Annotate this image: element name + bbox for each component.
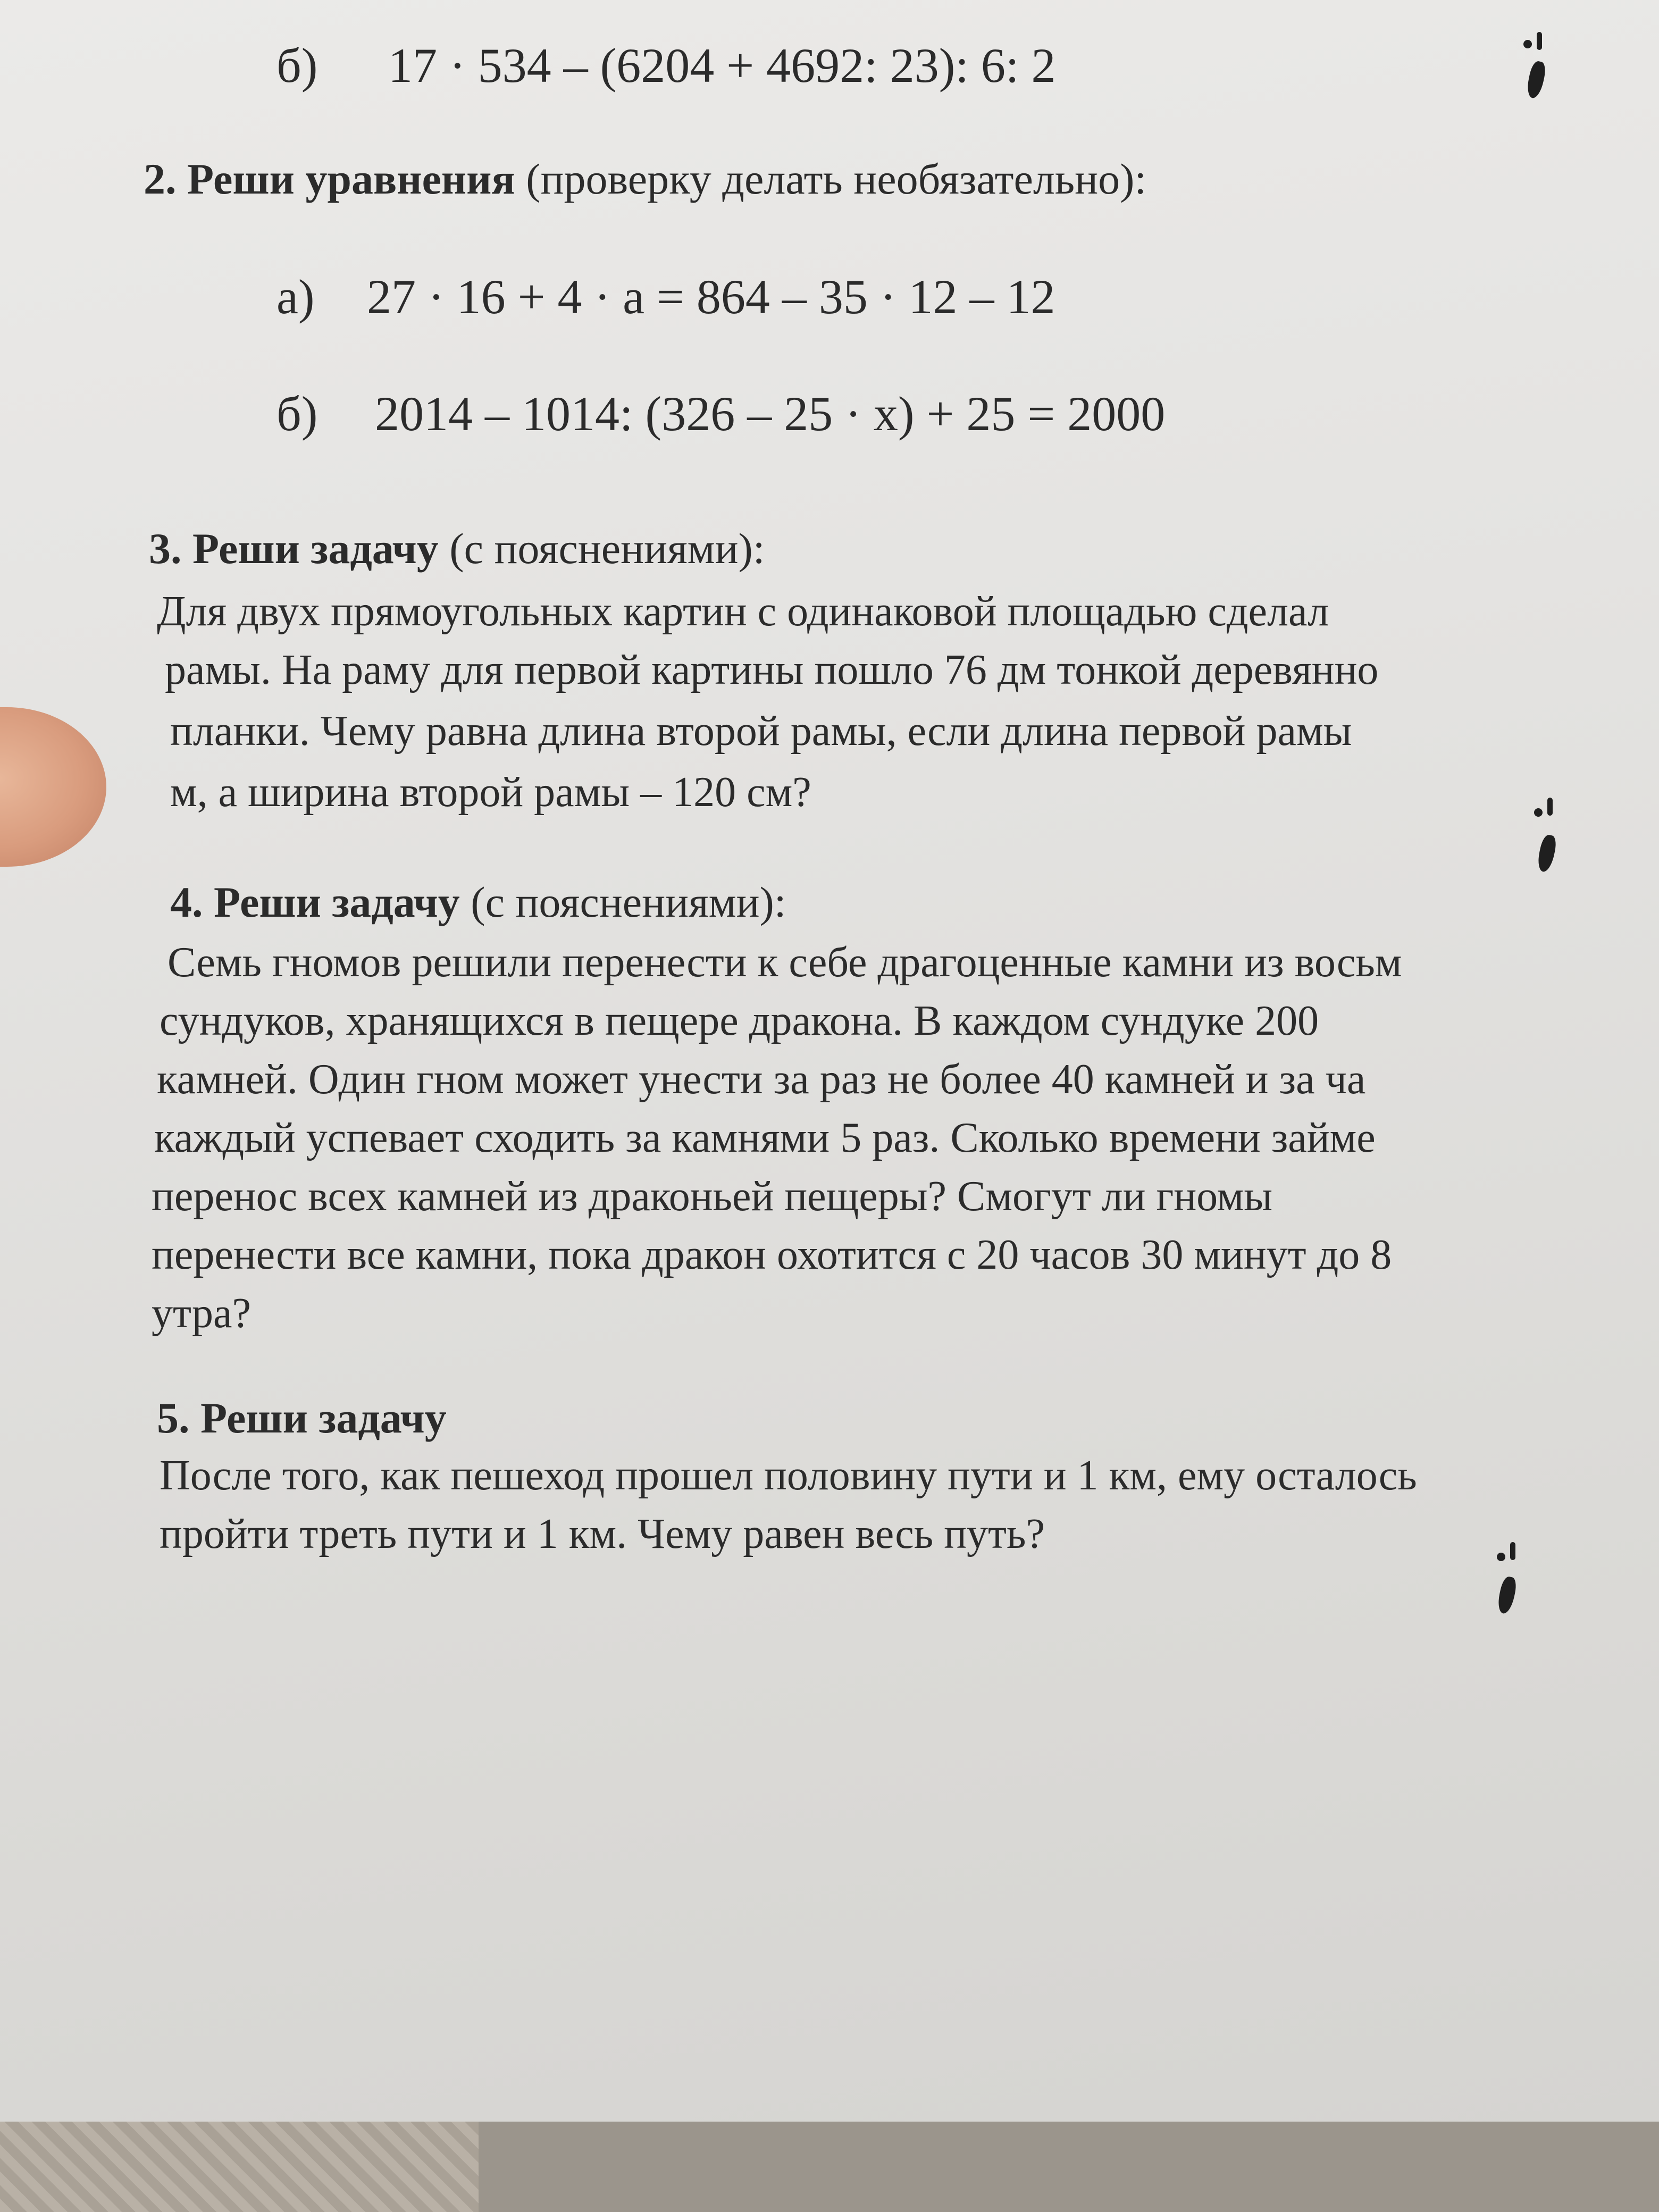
task2-title: Реши уравнения [187, 155, 515, 203]
task3-line: планки. Чему равна длина второй рамы, если длина первой рамы [170, 708, 1352, 755]
task3-line: м, а ширина второй рамы – 120 см? [170, 769, 811, 816]
task4-line: камней. Один гном может унести за раз не более 40 камней и за ча [157, 1056, 1366, 1103]
task3-line: Для двух прямоугольных картин с одинаковой площадью сделал [157, 588, 1329, 635]
task1-b-label: б) [276, 38, 318, 93]
task3-heading [149, 524, 765, 574]
task3-title: Реши задачу [192, 524, 439, 573]
task1-b-expression: 17 · 534 – (6204 + 4692: 23): 6: 2 [388, 38, 1056, 93]
task2-note: (проверку делать необязательно): [526, 155, 1147, 203]
task5-number: 5. [157, 1394, 190, 1442]
task2-heading [144, 154, 1146, 204]
task4-line: перенести все камни, пока дракон охотится с 20 часов 30 минут до 8 [152, 1231, 1392, 1278]
task2-b-label: б) [276, 387, 318, 441]
task4-number: 4. [170, 878, 203, 926]
task2-a-expression: 27 · 16 + 4 · a = 864 – 35 · 12 – 12 [367, 270, 1055, 324]
floor-background [479, 2122, 1659, 2212]
task5-heading [157, 1393, 447, 1443]
task4-heading [170, 877, 786, 927]
task3-number: 3. [149, 524, 182, 573]
task2-b-expression: 2014 – 1014: (326 – 25 · x) + 25 = 2000 [375, 387, 1166, 441]
task3-note: (с пояснениями): [449, 524, 765, 573]
task2-a-label: а) [276, 270, 315, 324]
task4-line: утра? [152, 1290, 251, 1337]
task5-line: После того, как пешеход прошел половину пути и 1 км, ему осталось [160, 1452, 1417, 1499]
task4-title: Реши задачу [214, 878, 460, 926]
task2-number: 2. [144, 155, 177, 203]
task4-line: Семь гномов решили перенести к себе драгоценные камни из восьм [167, 939, 1402, 986]
task4-line: сундуков, хранящихся в пещере дракона. В каждом сундуке 200 [160, 998, 1319, 1044]
task4-note: (с пояснениями): [471, 878, 786, 926]
task5-line: пройти треть пути и 1 км. Чему равен весь путь? [160, 1511, 1045, 1557]
task4-line: перенос всех камней из драконьей пещеры? Смогут ли гномы [152, 1173, 1273, 1220]
task3-line: рамы. На раму для первой картины пошло 76 дм тонкой деревянно [165, 647, 1379, 693]
task5-title: Реши задачу [200, 1394, 447, 1442]
task4-line: каждый успевает сходить за камнями 5 раз. Сколько времени займе [154, 1115, 1376, 1161]
